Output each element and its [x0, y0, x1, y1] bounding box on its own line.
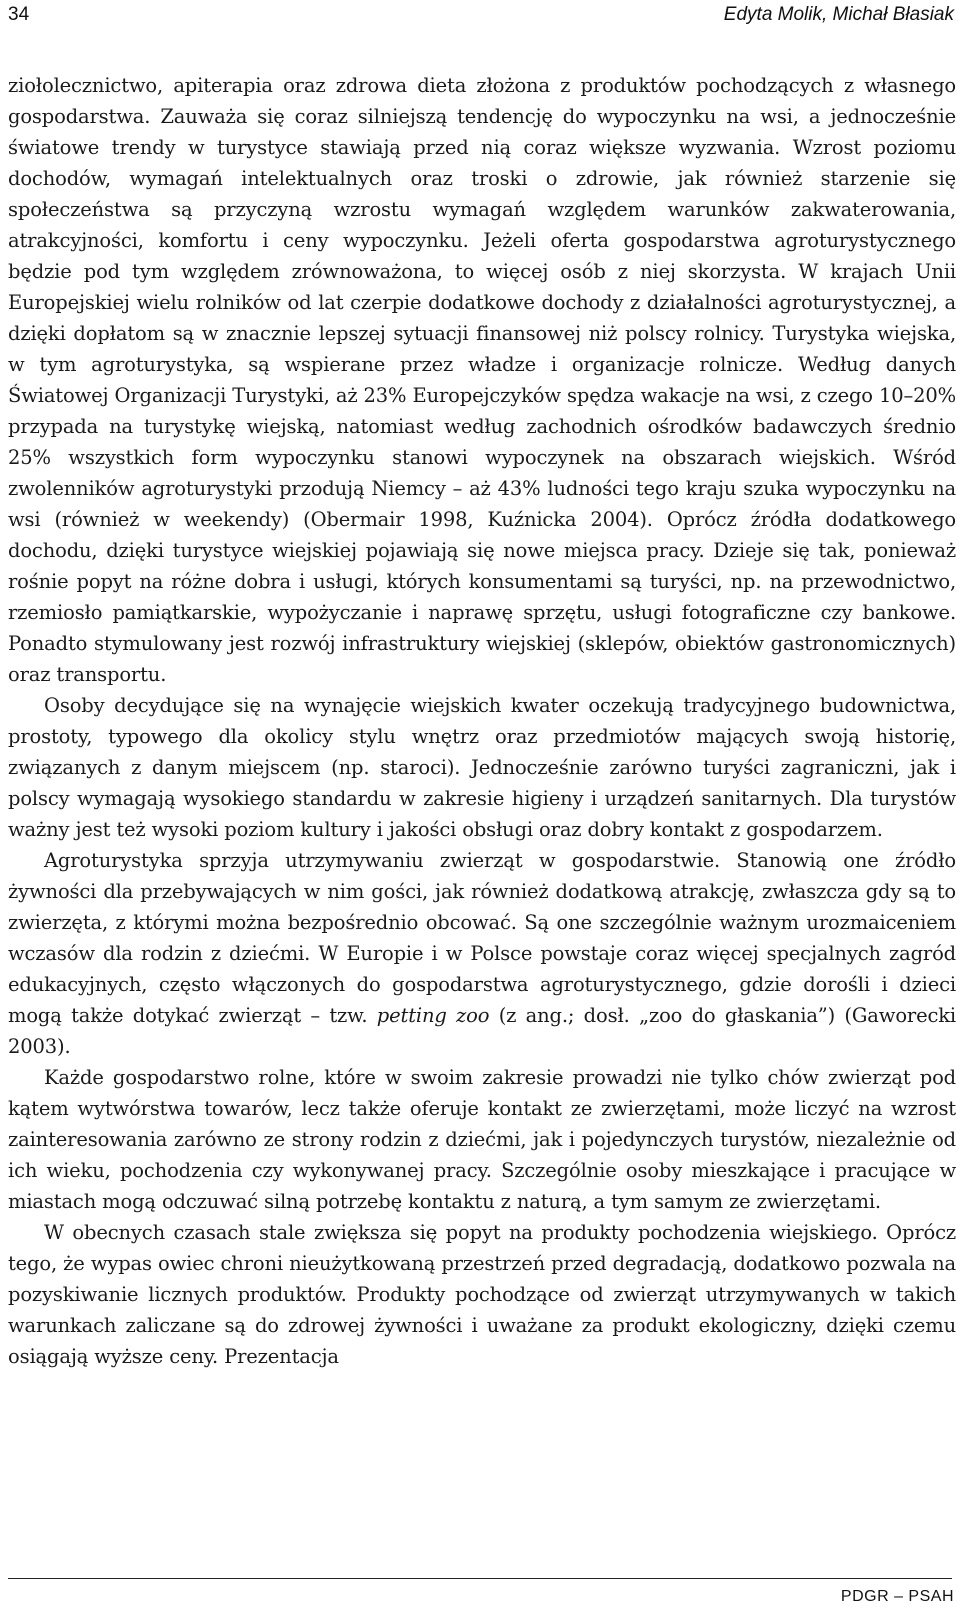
footer-label: PDGR – PSAH: [840, 1588, 954, 1605]
page-number: 34: [8, 4, 30, 25]
paragraph-2: Osoby decydujące się na wynajęcie wiejskich kwater oczekują tradycyjnego budownictwa, prostoty, typowego dla okolicy stylu wnętrz oraz przedmiotów mających swoją historię, związanych z danym miejscem (np. staroci). Jednocześnie zarówno turyści zagraniczni, jak i polscy wymagają wysokiego standardu w zakresie higieny i urządzeń sanitarnych. Dla turystów ważny jest też wysoki poziom kultury i jakości obsługi oraz dobry kontakt z gospodarzem.: [8, 694, 956, 841]
paragraph-5: W obecnych czasach stale zwiększa się popyt na produkty pochodzenia wiejskiego. Oprócz tego, że wypas owiec chroni nieużytkowaną przestrzeń przed degradacją, dodatkowo pozwala na pozyskiwanie licznych produktów. Produkty pochodzące od zwierząt utrzymywanych w takich warunkach zaliczane są do zdrowej żywności i uważane za produkt ekologiczny, dzięki czemu osiągają wyższe ceny. Prezentacja: [8, 1221, 956, 1368]
paragraph-4: Każde gospodarstwo rolne, które w swoim zakresie prowadzi nie tylko chów zwierząt pod kątem wytwórstwa towarów, lecz także oferuje kontakt ze zwierzętami, może liczyć na wzrost zainteresowania zarówno ze strony rodzin z dziećmi, jak i pojedynczych turystów, niezależnie od ich wieku, pochodzenia czy wykonywanej pracy. Szczególnie osoby mieszkające i pracujące w miastach mogą odczuwać silną potrzebę kontaktu z naturą, a tym samym ze zwierzętami.: [8, 1066, 956, 1213]
italic-term: petting zoo: [376, 1004, 490, 1027]
running-head-authors: Edyta Molik, Michał Błasiak: [723, 4, 954, 25]
paragraph-3-text-after: (z ang.; dosł. „zoo do głaskania”) (Gaworecki 2003).: [8, 1004, 957, 1058]
paragraph-3-text-before: Agroturystyka sprzyja utrzymywaniu zwierząt w gospodarstwie. Stanowią one źródło żywności dla przebywających w nim gości, jak również dodatkową atrakcję, zwłaszcza gdy są to zwierzęta, z którymi można bezpośrednio obcować. Są one szczególnie ważnym urozmaiceniem wczasów dla rodzin z dziećmi. W Europie i w Polsce powstaje coraz więcej specjalnych zagród edukacyjnych, często włączonych do gospodarstwa agroturystycznego, gdzie dorośli i dzieci mogą także dotykać zwierząt – tzw.: [8, 849, 956, 1027]
footer-rule: [8, 1578, 952, 1579]
paragraph-3: [8, 845, 956, 1062]
paragraph-1: ziołolecznictwo, apiterapia oraz zdrowa dieta złożona z produktów pochodzących z własnego gospodarstwa. Zauważa się coraz silniejszą tendencję do wypoczynku na wsi, a jednocześnie światowe trendy w turystyce stawiają przed nią coraz większe wyzwania. Wzrost poziomu dochodów, wymagań intelektualnych oraz troski o zdrowie, jak również starzenie się społeczeństwa są przyczyną wzrostu wymagań względem warunków zakwaterowania, atrakcyjności, komfortu i ceny wypoczynku. Jeżeli oferta gospodarstwa agroturystycznego będzie pod tym względem zrównoważona, to więcej osób z niej skorzysta. W krajach Unii Europejskiej wielu rolników od lat czerpie dodatkowe dochody z działalności agroturystycznej, a dzięki dopłatom są w znacznie lepszej sytuacji finansowej niż polscy rolnicy. Turystyka wiejska, w tym agroturystyka, są wspierane przez władze i organizacje rolnicze. Według danych Światowej Organizacji Turystyki, aż 23% Europejczyków spędza wakacje na wsi, z czego 10–20% przypada na turystykę wiejską, natomiast według zachodnich ośrodków badawczych średnio 25% wszystkich form wypoczynku stanowi wypoczynek na obszarach wiejskich. Wśród zwolenników agroturystyki przodują Niemcy – aż 43% ludności tego kraju szuka wypoczynku na wsi (również w weekendy) (Obermair 1998, Kuźnicka 2004). Oprócz źródła dodatkowego dochodu, dzięki turystyce wiejskiej pojawiają się nowe miejsca pracy. Dzieje się tak, ponieważ rośnie popyt na różne dobra i usługi, których konsumentami są turyści, np. na przewodnictwo, rzemiosło pamiątkarskie, wypożyczanie i naprawę sprzętu, usługi fotograficzne czy bankowe. Ponadto stymulowany jest rozwój infrastruktury wiejskiej (sklepów, obiektów gastronomicznych) oraz transportu.: [8, 74, 956, 686]
body-text: [8, 70, 956, 1372]
